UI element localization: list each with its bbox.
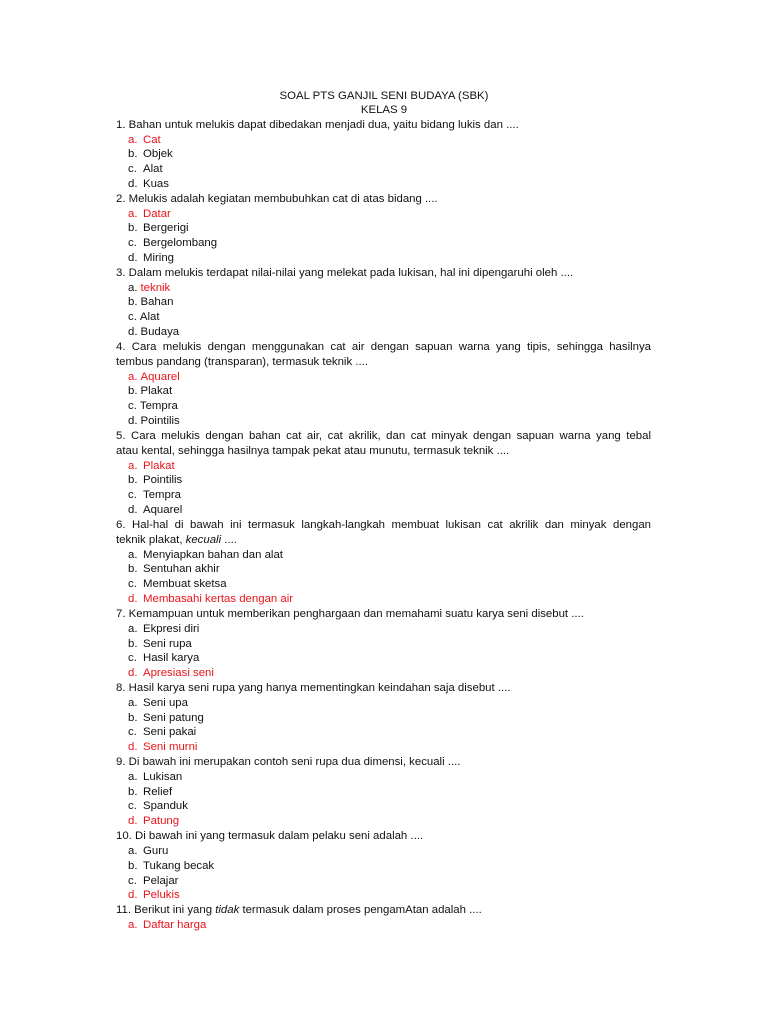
option-letter: d. xyxy=(128,178,138,190)
option-text: Aquarel xyxy=(143,504,183,516)
prompt-text: 11. Berikut ini yang xyxy=(116,904,213,916)
question-2-option-d xyxy=(128,251,648,266)
question-8-option-b xyxy=(128,711,648,726)
option-text: Aquarel xyxy=(140,371,180,383)
question-6-option-a xyxy=(128,548,648,563)
question-5-prompt-line-1: 5. Cara melukis dengan bahan cat air, cat akrilik, dan cat minyak dengan sapuan warna yang tebal xyxy=(116,430,651,442)
question-10-prompt: 10. Di bawah ini yang termasuk dalam pelaku seni adalah .... xyxy=(116,830,424,842)
question-5-option-a xyxy=(128,459,648,474)
question-4-option-c xyxy=(128,399,648,414)
option-text: Kuas xyxy=(143,178,169,190)
option-letter: b. xyxy=(128,786,138,798)
option-letter: a. xyxy=(128,623,138,635)
option-text: Hasil karya xyxy=(143,652,200,664)
question-6-prompt-line-2 xyxy=(116,533,651,548)
question-4-option-d xyxy=(128,414,648,429)
option-letter: c. xyxy=(128,163,137,175)
question-10-option-c xyxy=(128,874,648,889)
question-11-prompt xyxy=(116,903,651,918)
option-text: Pelukis xyxy=(143,889,180,901)
option-letter: c. xyxy=(128,652,137,664)
question-1-prompt: 1. Bahan untuk melukis dapat dibedakan menjadi dua, yaitu bidang lukis dan .... xyxy=(116,119,519,131)
question-7-option-c xyxy=(128,651,648,666)
option-letter: d. xyxy=(128,326,138,338)
prompt-ellipsis: .... xyxy=(224,534,237,546)
option-letter: c. xyxy=(128,400,137,412)
question-7-option-b xyxy=(128,637,648,652)
option-letter: b. xyxy=(128,860,138,872)
option-letter: d. xyxy=(128,593,138,605)
option-text: Seni rupa xyxy=(143,638,192,650)
option-letter: b. xyxy=(128,474,138,486)
option-text: Seni murni xyxy=(143,741,198,753)
question-3-option-d xyxy=(128,325,648,340)
document-subtitle: KELAS 9 xyxy=(360,104,408,116)
question-9-option-d xyxy=(128,814,648,829)
option-text: Daftar harga xyxy=(143,919,207,931)
question-9-prompt: 9. Di bawah ini merupakan contoh seni rupa dua dimensi, kecuali .... xyxy=(116,756,461,768)
option-text: Apresiasi seni xyxy=(143,667,214,679)
option-letter: a. xyxy=(128,134,138,146)
question-8-option-a xyxy=(128,696,648,711)
question-6-prompt-line-1: 6. Hal-hal di bawah ini termasuk langkah-langkah membuat lukisan cat akrilik dan minyak dengan xyxy=(116,519,651,531)
option-letter: c. xyxy=(128,489,137,501)
question-8-option-c xyxy=(128,725,648,740)
option-text: teknik xyxy=(140,282,171,294)
option-letter: c. xyxy=(128,311,137,323)
option-text: Plakat xyxy=(140,385,173,397)
option-text: Tempra xyxy=(139,400,178,412)
option-letter: b. xyxy=(128,296,138,308)
option-text: Seni patung xyxy=(143,712,204,724)
option-letter: d. xyxy=(128,667,138,679)
option-text: Pelajar xyxy=(143,875,179,887)
question-1-option-d xyxy=(128,177,648,192)
option-letter: a. xyxy=(128,460,138,472)
question-1-option-a xyxy=(128,133,648,148)
option-text: Spanduk xyxy=(143,800,188,812)
option-text: Sentuhan akhir xyxy=(143,563,220,575)
question-1-option-c xyxy=(128,162,648,177)
question-9-option-a xyxy=(128,770,648,785)
option-text: Datar xyxy=(143,208,171,220)
option-text: Alat xyxy=(139,311,160,323)
option-letter: a. xyxy=(128,771,138,783)
option-letter: a. xyxy=(128,549,138,561)
document-title: SOAL PTS GANJIL SENI BUDAYA (SBK) xyxy=(279,90,489,102)
question-5-prompt-line-2: atau kental, sehingga hasilnya tampak pekat atau munutu, termasuk teknik .... xyxy=(116,445,510,457)
question-10-option-a xyxy=(128,844,648,859)
option-text: Lukisan xyxy=(143,771,183,783)
option-text: Membasahi kertas dengan air xyxy=(143,593,294,605)
option-text: Cat xyxy=(143,134,161,146)
question-4-option-b xyxy=(128,384,648,399)
option-letter: b. xyxy=(128,638,138,650)
option-text: Tukang becak xyxy=(143,860,215,872)
question-7-prompt: 7. Kemampuan untuk memberikan penghargaan dan memahami suatu karya seni disebut .... xyxy=(116,608,584,620)
question-3-option-c xyxy=(128,310,648,325)
option-text: Membuat sketsa xyxy=(143,578,227,590)
option-text: Bergerigi xyxy=(143,222,189,234)
option-text: Objek xyxy=(143,148,173,160)
question-6-option-c xyxy=(128,577,648,592)
option-text: Relief xyxy=(143,786,173,798)
option-text: Ekpresi diri xyxy=(143,623,200,635)
option-text: Budaya xyxy=(140,326,180,338)
option-letter: d. xyxy=(128,741,138,753)
question-5-option-b xyxy=(128,473,648,488)
option-text: Seni pakai xyxy=(143,726,197,738)
option-text: Seni upa xyxy=(143,697,188,709)
option-letter: b. xyxy=(128,563,138,575)
option-text: Guru xyxy=(143,845,169,857)
option-letter: d. xyxy=(128,504,138,516)
option-letter: c. xyxy=(128,726,137,738)
question-4-option-a xyxy=(128,370,648,385)
option-letter: a. xyxy=(128,697,138,709)
question-9-option-b xyxy=(128,785,648,800)
option-letter: a. xyxy=(128,919,138,931)
question-8-prompt: 8. Hasil karya seni rupa yang hanya mementingkan keindahan saja disebut .... xyxy=(116,682,511,694)
option-text: Bahan xyxy=(140,296,174,308)
question-10-option-b xyxy=(128,859,648,874)
option-text: Miring xyxy=(143,252,175,264)
question-7-option-a xyxy=(128,622,648,637)
option-text: Bergelombang xyxy=(143,237,218,249)
question-11-option-a xyxy=(128,918,648,933)
option-letter: a. xyxy=(128,208,138,220)
option-letter: b. xyxy=(128,148,138,160)
option-letter: a. xyxy=(128,371,138,383)
question-4-prompt-line-2: tembus pandang (transparan), termasuk teknik .... xyxy=(116,356,368,368)
question-9-option-c xyxy=(128,799,648,814)
option-text: Patung xyxy=(143,815,180,827)
option-letter: b. xyxy=(128,385,138,397)
question-2-option-a xyxy=(128,207,648,222)
prompt-emphasis: tidak xyxy=(215,904,240,916)
question-6-option-d xyxy=(128,592,648,607)
question-1-option-b xyxy=(128,147,648,162)
question-2-prompt: 2. Melukis adalah kegiatan membubuhkan cat di atas bidang .... xyxy=(116,193,438,205)
question-8-option-d xyxy=(128,740,648,755)
option-text: Menyiapkan bahan dan alat xyxy=(143,549,283,561)
question-2-option-b xyxy=(128,221,648,236)
question-3-option-b xyxy=(128,295,648,310)
question-7-option-d xyxy=(128,666,648,681)
option-letter: c. xyxy=(128,875,137,887)
option-letter: c. xyxy=(128,578,137,590)
option-letter: d. xyxy=(128,415,138,427)
option-letter: d. xyxy=(128,252,138,264)
question-6-option-b xyxy=(128,562,648,577)
option-letter: b. xyxy=(128,222,138,234)
option-letter: b. xyxy=(128,712,138,724)
question-10-option-d xyxy=(128,888,648,903)
question-3-option-a xyxy=(128,281,648,296)
option-letter: a. xyxy=(128,282,138,294)
option-text: Pointilis xyxy=(143,474,183,486)
prompt-emphasis: kecuali xyxy=(185,534,222,546)
option-letter: a. xyxy=(128,845,138,857)
option-text: Pointilis xyxy=(140,415,180,427)
option-letter: c. xyxy=(128,237,137,249)
question-3-prompt: 3. Dalam melukis terdapat nilai-nilai yang melekat pada lukisan, hal ini dipengaruhi oleh .... xyxy=(116,267,574,279)
question-4-prompt-line-1: 4. Cara melukis dengan menggunakan cat air dengan sapuan warna yang tipis, sehingga hasilnya xyxy=(116,341,651,353)
option-letter: d. xyxy=(128,815,138,827)
option-text: Plakat xyxy=(143,460,175,472)
prompt-text: teknik plakat, xyxy=(116,534,183,546)
option-letter: d. xyxy=(128,889,138,901)
prompt-text-end: termasuk dalam proses pengamAtan adalah .... xyxy=(242,904,482,916)
question-2-option-c xyxy=(128,236,648,251)
question-5-option-d xyxy=(128,503,648,518)
option-letter: c. xyxy=(128,800,137,812)
option-text: Alat xyxy=(143,163,163,175)
question-5-option-c xyxy=(128,488,648,503)
option-text: Tempra xyxy=(143,489,181,501)
